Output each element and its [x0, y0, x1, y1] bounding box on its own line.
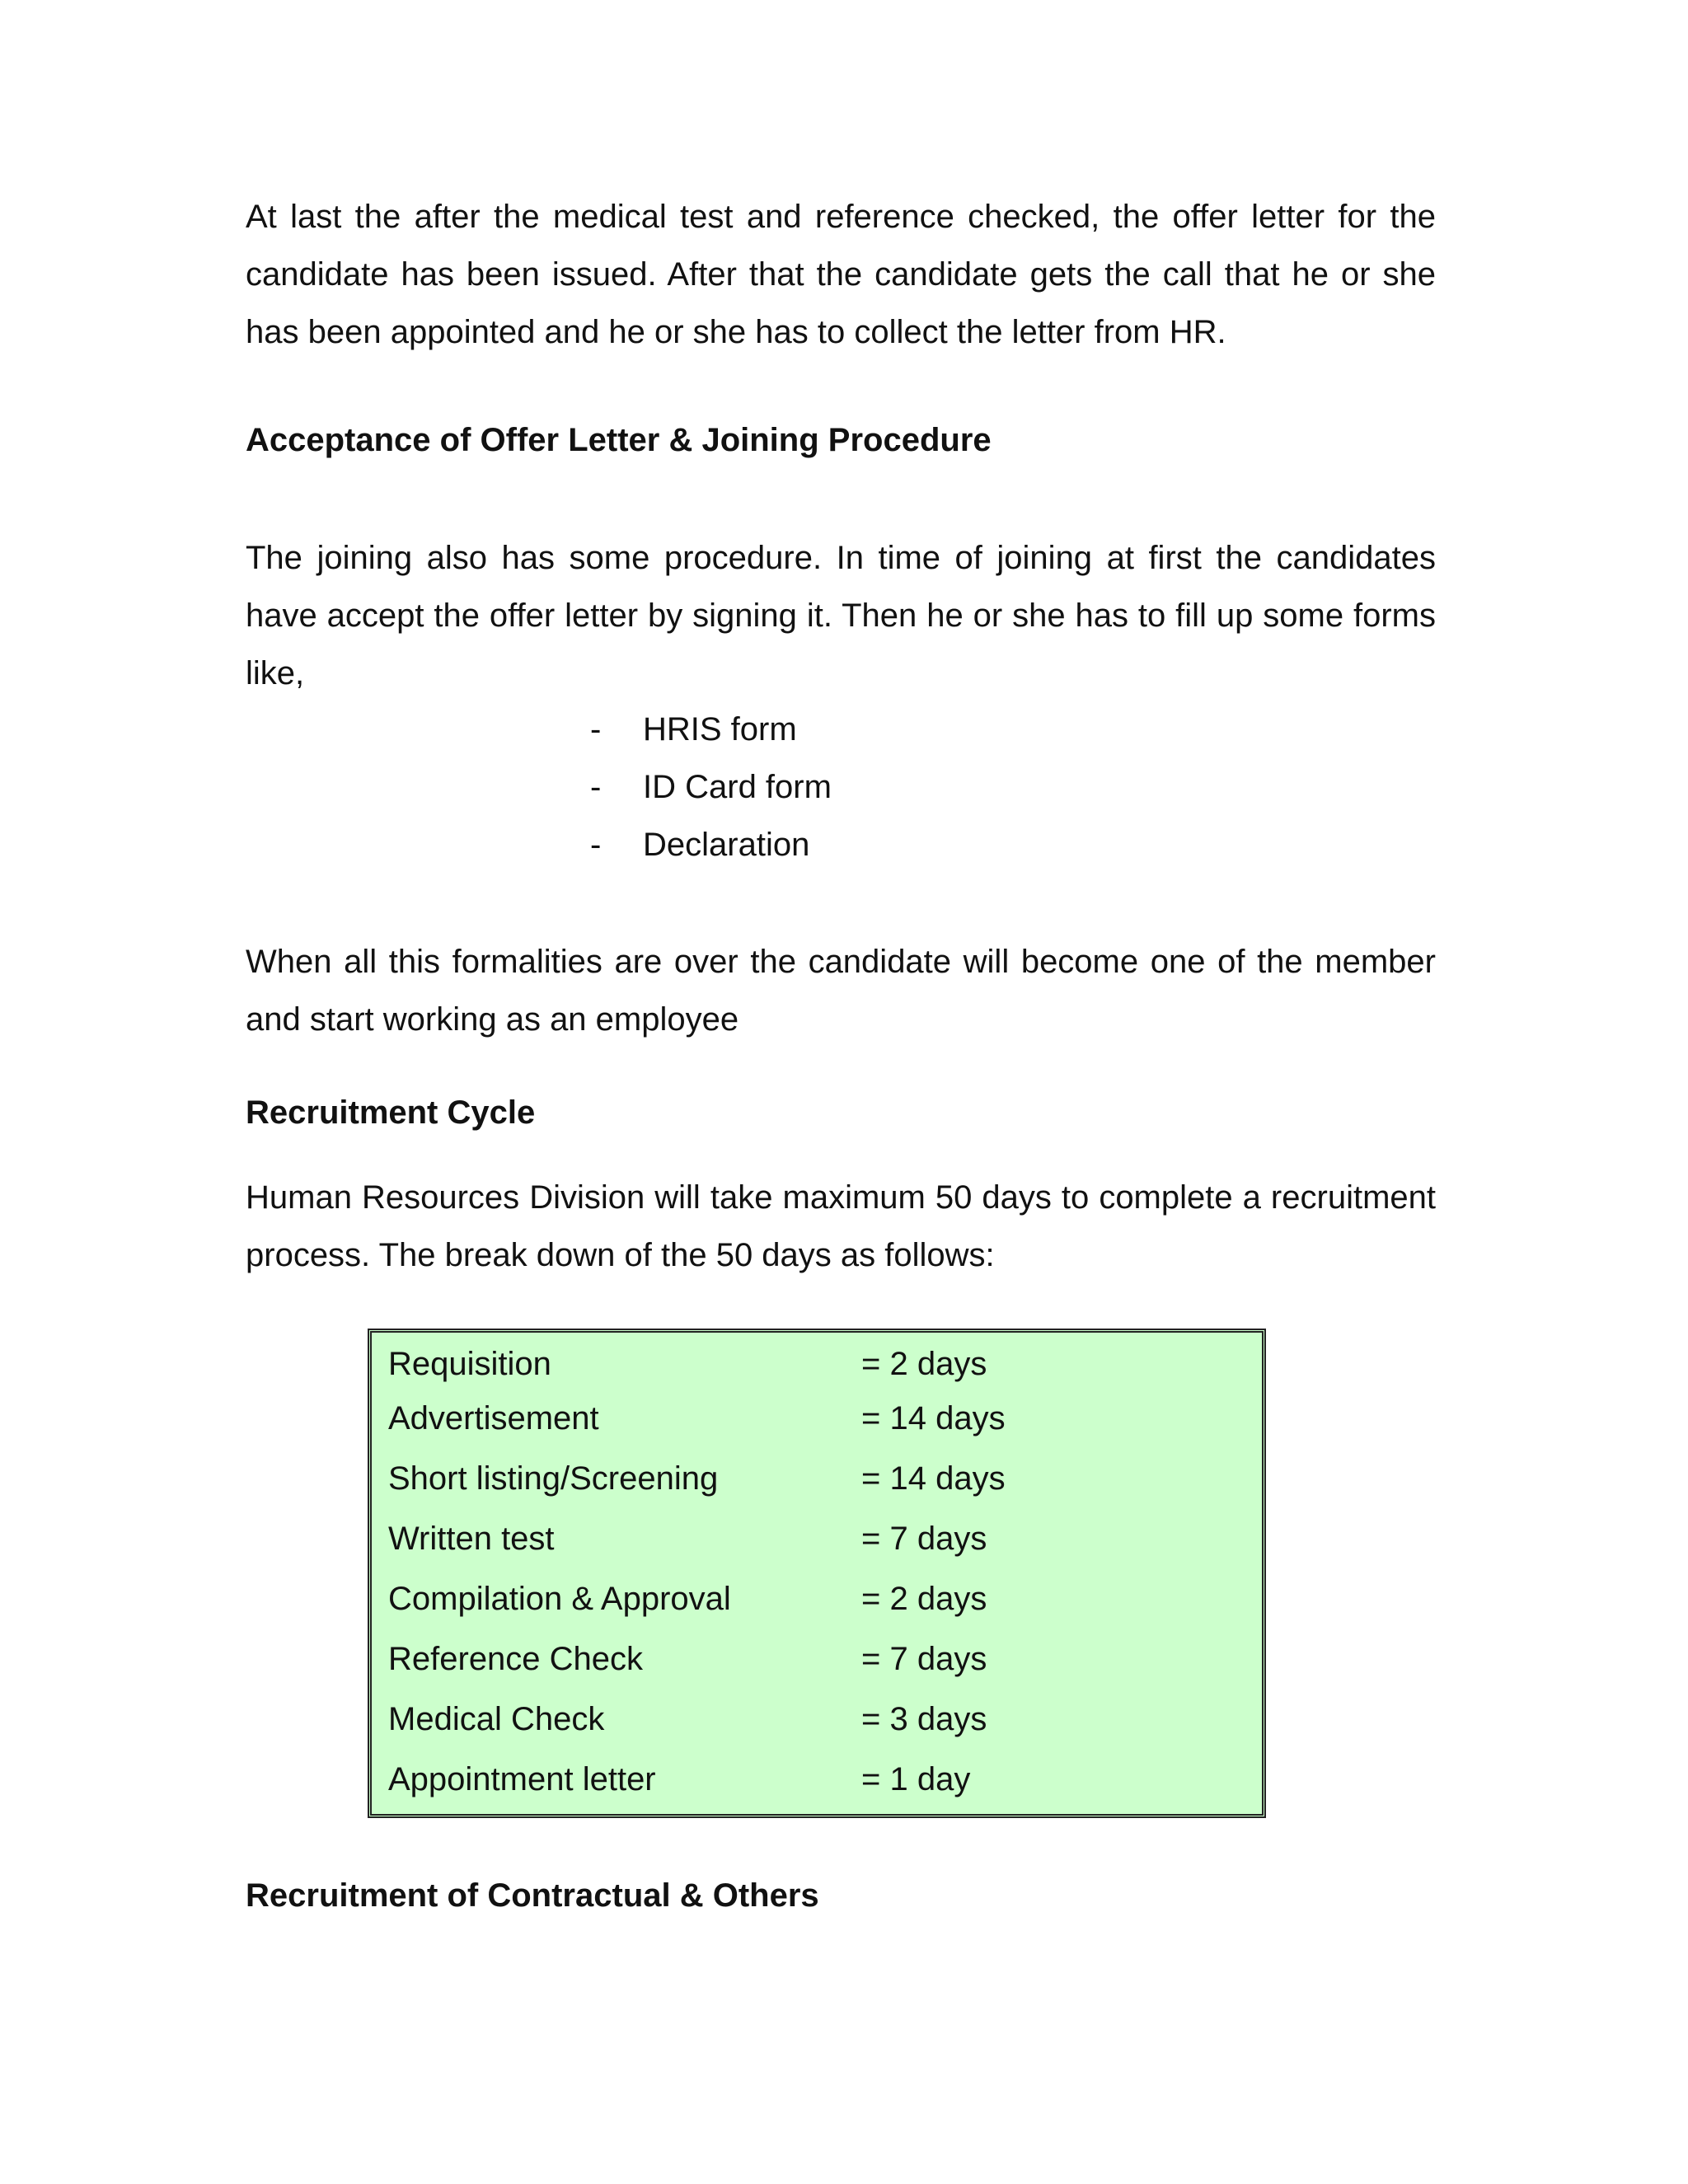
list-item — [590, 758, 832, 816]
list-item-label: Declaration — [643, 827, 810, 863]
breakdown-days: = 3 days — [861, 1701, 987, 1737]
breakdown-step: Compilation & Approval — [388, 1581, 731, 1617]
breakdown-days: = 2 days — [861, 1581, 987, 1617]
breakdown-step: Reference Check — [388, 1641, 644, 1677]
table-row — [388, 1629, 1262, 1690]
table-row — [388, 1509, 1262, 1569]
recruitment-breakdown-table — [368, 1329, 1266, 1818]
breakdown-step: Medical Check — [388, 1701, 605, 1737]
table-row — [388, 1449, 1262, 1509]
recruitment-cycle-heading: Recruitment Cycle — [246, 1094, 536, 1131]
table-row — [388, 1690, 1262, 1750]
breakdown-days: = 2 days — [861, 1346, 987, 1382]
joining-procedure-heading: Acceptance of Offer Letter & Joining Procedure — [246, 422, 992, 458]
breakdown-step: Short listing/Screening — [388, 1460, 719, 1497]
joining-procedure-paragraph: The joining also has some procedure. In time of joining at first the candidates have accept the offer letter by signing it. Then he or she has to fill up some forms like, — [246, 540, 1436, 691]
table-row — [388, 1569, 1262, 1629]
list-dash: - — [590, 711, 602, 748]
table-row — [388, 1389, 1262, 1449]
breakdown-days: = 7 days — [861, 1641, 987, 1677]
breakdown-days: = 7 days — [861, 1521, 987, 1557]
breakdown-step: Requisition — [388, 1346, 551, 1382]
breakdown-days: = 14 days — [861, 1460, 1006, 1497]
breakdown-days: = 14 days — [861, 1400, 1006, 1436]
contractual-recruitment-heading: Recruitment of Contractual & Others — [246, 1877, 819, 1914]
breakdown-days: = 1 day — [861, 1761, 971, 1797]
recruitment-cycle-paragraph: Human Resources Division will take maximum 50 days to complete a recruitment process. The break down of the 50 days as follows: — [246, 1179, 1436, 1273]
joining-closing-paragraph: When all this formalities are over the candidate will become one of the member and start working as an employee — [246, 944, 1436, 1038]
intro-paragraph: At last the after the medical test and reference checked, the offer letter for the candidate has been issued. After that the candidate gets the call that he or she has been appointed and he or she has to collect the letter from HR. — [246, 199, 1436, 350]
list-dash: - — [590, 827, 602, 863]
list-item-label: HRIS form — [643, 711, 797, 748]
list-dash: - — [590, 769, 602, 805]
list-item — [590, 816, 832, 874]
list-item — [590, 701, 832, 758]
breakdown-step: Appointment letter — [388, 1761, 656, 1797]
breakdown-step: Written test — [388, 1521, 555, 1557]
table-row — [388, 1750, 1262, 1810]
joining-forms-list — [590, 701, 832, 874]
table-row — [388, 1339, 1262, 1389]
breakdown-step: Advertisement — [388, 1400, 599, 1436]
list-item-label: ID Card form — [643, 769, 832, 805]
